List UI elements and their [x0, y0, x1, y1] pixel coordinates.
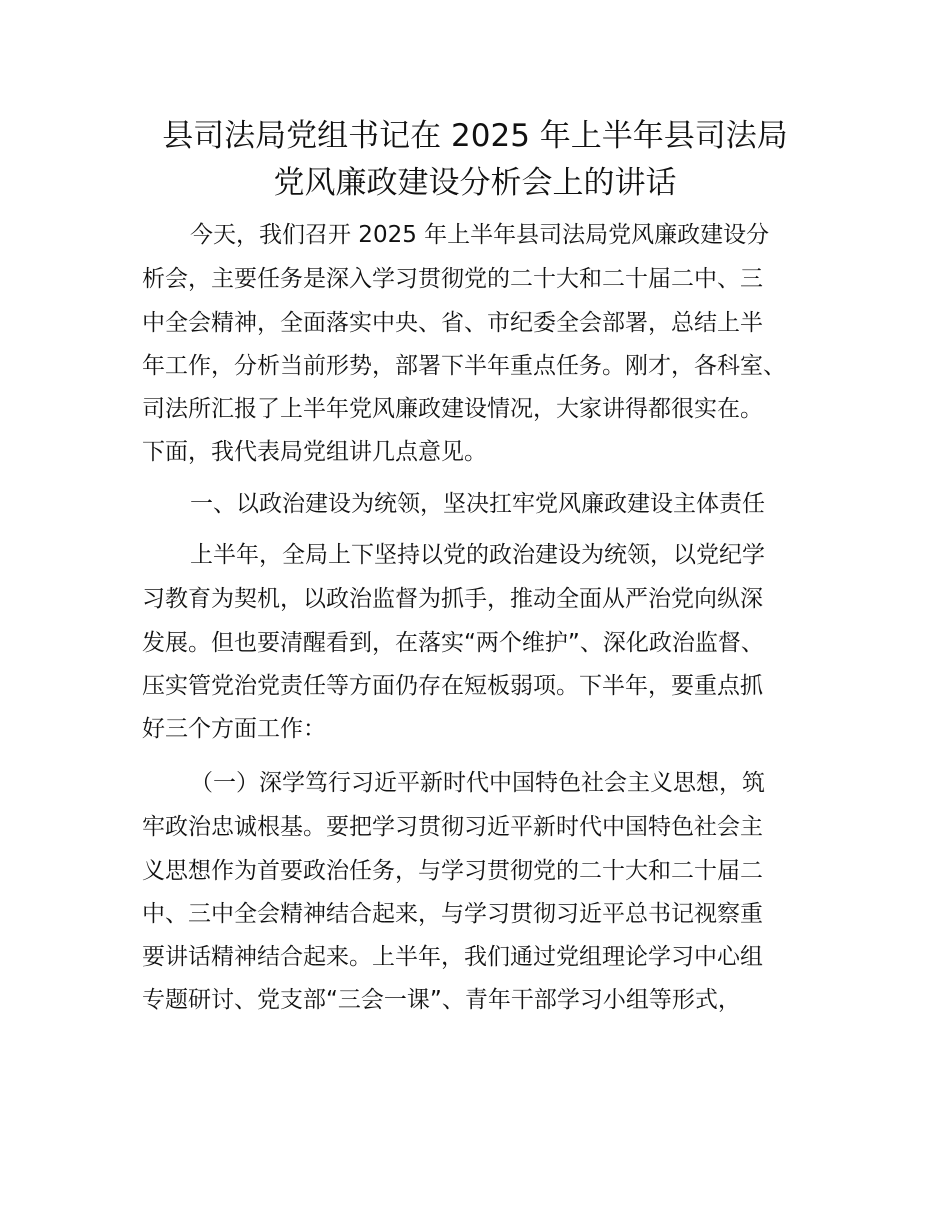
paragraph-2-line-1: 上半年，全局上下坚持以党的政治建设为统领，以党纪学 — [190, 542, 765, 568]
section-heading-1: 一、以政治建设为统领，坚决扛牢党风廉政建设主体责任 — [190, 491, 765, 517]
paragraph-2-line-3: 发展。但也要清醒看到，在落实“两个维护”、深化政治监督、 — [142, 630, 764, 656]
paragraph-2-line-5: 好三个方面工作： — [142, 716, 326, 742]
paragraph-1-line-3: 中全会精神，全面落实中央、省、市纪委全会部署，总结上半 — [142, 310, 763, 336]
paragraph-3-line-1: （一）深学笃行习近平新时代中国特色社会主义思想，筑 — [190, 770, 765, 796]
paragraph-1-line-6: 下面，我代表局党组讲几点意见。 — [142, 439, 487, 465]
document-title-line-1: 县司法局党组书记在 2025 年上半年县司法局 — [162, 118, 788, 154]
paragraph-3-line-3: 义思想作为首要政治任务，与学习贯彻党的二十大和二十届二 — [142, 858, 763, 884]
paragraph-2-line-4: 压实管党治党责任等方面仍存在短板弱项。下半年，要重点抓 — [142, 673, 763, 699]
paragraph-2-line-2: 习教育为契机，以政治监督为抓手，推动全面从严治党向纵深 — [142, 586, 763, 612]
paragraph-1-line-2: 析会，主要任务是深入学习贯彻党的二十大和二十届二中、三 — [142, 266, 763, 292]
paragraph-3-line-2: 牢政治忠诚根基。要把学习贯彻习近平新时代中国特色社会主 — [142, 814, 763, 840]
paragraph-3-line-4: 中、三中全会精神结合起来，与学习贯彻习近平总书记视察重 — [142, 901, 763, 927]
paragraph-3-line-5: 要讲话精神结合起来。上半年，我们通过党组理论学习中心组 — [142, 944, 763, 970]
paragraph-1-line-1: 今天，我们召开 2025 年上半年县司法局党风廉政建设分 — [190, 222, 770, 248]
paragraph-1-line-4: 年工作，分析当前形势，部署下半年重点任务。刚才，各科室、 — [142, 353, 786, 379]
paragraph-1-line-5: 司法所汇报了上半年党风廉政建设情况，大家讲得都很实在。 — [142, 396, 763, 422]
document-title-line-2: 党风廉政建设分析会上的讲话 — [273, 165, 677, 201]
paragraph-3-line-6: 专题研讨、党支部“三会一课”、青年干部学习小组等形式， — [142, 987, 741, 1013]
